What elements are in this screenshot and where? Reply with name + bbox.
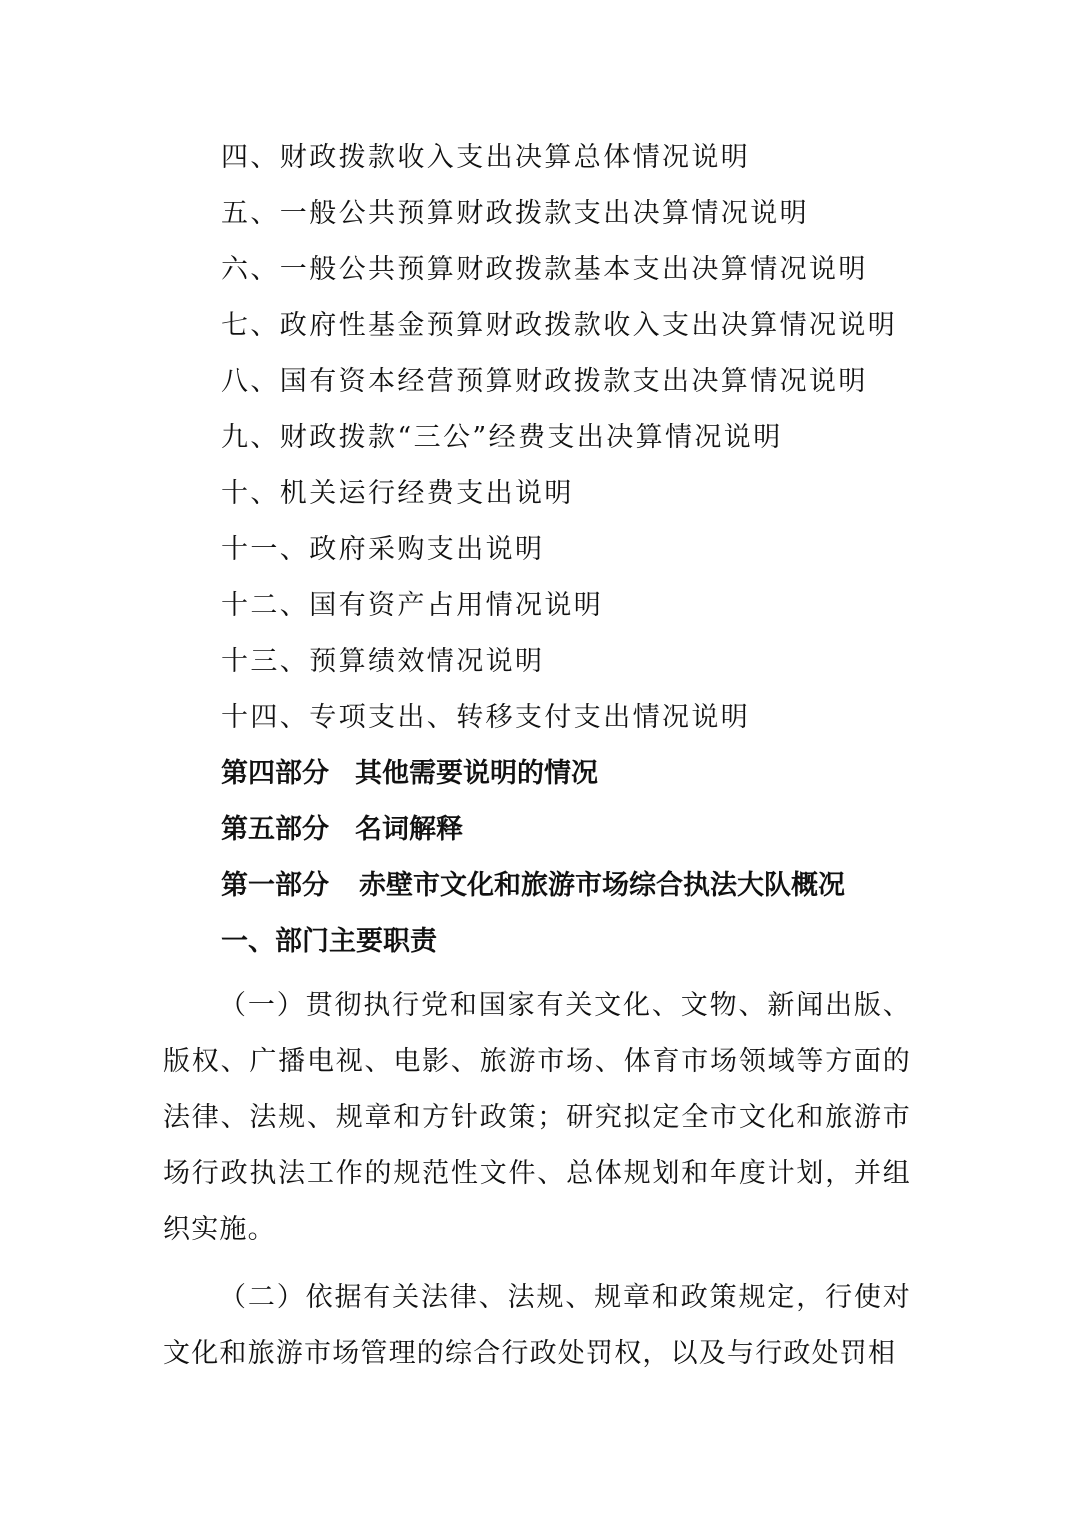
toc-item: 七、政府性基金预算财政拨款收入支出决算情况说明 xyxy=(221,310,898,341)
toc-item: 八、国有资本经营预算财政拨款支出决算情况说明 xyxy=(221,366,868,397)
toc-item: 九、财政拨款“三公”经费支出决算情况说明 xyxy=(221,422,783,453)
toc-item: 四、财政拨款收入支出决算总体情况说明 xyxy=(221,142,751,173)
toc-item: 六、一般公共预算财政拨款基本支出决算情况说明 xyxy=(221,254,868,285)
table-of-contents xyxy=(221,136,1021,976)
paragraph: （二）依据有关法律、法规、规章和政策规定，行使对文化和旅游市场管理的综合行政处罚权，以及与行政处罚相 xyxy=(163,1282,911,1369)
part-title: 名词解释 xyxy=(355,814,463,845)
toc-item: 十、机关运行经费支出说明 xyxy=(221,478,574,509)
toc-item: 十三、预算绩效情况说明 xyxy=(221,646,545,677)
part-number: 第五部分 xyxy=(221,814,329,845)
part-five-heading xyxy=(221,808,1021,864)
body-text xyxy=(163,978,911,1394)
toc-item: 十四、专项支出、转移支付支出情况说明 xyxy=(221,702,751,733)
part-title: 其他需要说明的情况 xyxy=(355,758,598,789)
part-title: 赤壁市文化和旅游市场综合执法大队概况 xyxy=(359,870,845,901)
toc-item: 五、一般公共预算财政拨款支出决算情况说明 xyxy=(221,198,809,229)
part-one-heading xyxy=(221,864,1021,920)
part-four-heading xyxy=(221,752,1021,808)
part-number: 第四部分 xyxy=(221,758,329,789)
part-number: 第一部分 xyxy=(221,870,329,901)
toc-item: 十二、国有资产占用情况说明 xyxy=(221,590,604,621)
paragraph: （一）贯彻执行党和国家有关文化、文物、新闻出版、版权、广播电视、电影、旅游市场、体育市场领域等方面的法律、法规、规章和方针政策；研究拟定全市文化和旅游市场行政执法工作的规范性文件、总体规划和年度计划，并组织实施。 xyxy=(163,990,911,1245)
section-heading: 一、部门主要职责 xyxy=(221,926,437,957)
toc-item: 十一、政府采购支出说明 xyxy=(221,534,545,565)
